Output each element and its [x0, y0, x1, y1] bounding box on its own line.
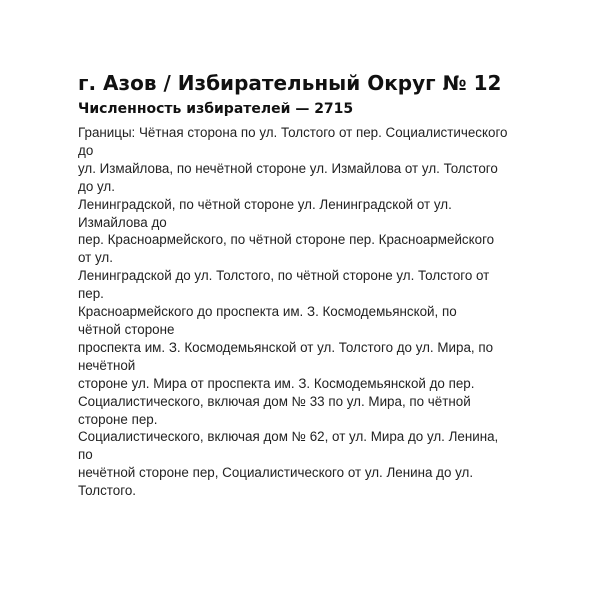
- text-line: пер.: [78, 286, 104, 302]
- text-line: Ленинградской до ул. Толстого, по чётной стороне ул. Толстого от: [78, 268, 490, 284]
- document-page: [78, 70, 538, 500]
- text-line: Красноармейского до проспекта им. З. Космодемьянской, по: [78, 304, 457, 320]
- text-line: по: [78, 447, 93, 463]
- text-line: чётной стороне: [78, 321, 175, 337]
- text-line: Границы: Чётная сторона по ул. Толстого от пер. Социалистического: [78, 125, 508, 140]
- page-title: г. Азов / Избирательный Округ № 12: [78, 71, 502, 95]
- boundaries-text: [78, 124, 538, 500]
- text-line: нечётной: [78, 357, 136, 373]
- voter-count-subtitle: Численность избирателей — 2715: [78, 101, 354, 117]
- text-line: нечётной стороне пер, Социалистического от ул. Ленина до ул.: [78, 465, 474, 481]
- text-line: ул. Измайлова, по нечётной стороне ул. Измайлова от ул. Толстого: [78, 160, 498, 176]
- text-line: Социалистического, включая дом № 33 по ул. Мира, по чётной: [78, 393, 471, 409]
- text-line: до ул.: [78, 178, 115, 194]
- text-line: Толстого.: [78, 483, 136, 499]
- text-line: до: [78, 142, 94, 158]
- text-line: стороне ул. Мира от проспекта им. З. Космодемьянской до пер.: [78, 375, 475, 391]
- text-line: пер. Красноармейского, по чётной стороне пер. Красноармейского: [78, 232, 495, 248]
- text-line: стороне пер.: [78, 411, 158, 427]
- text-line: проспекта им. З. Космодемьянской от ул. Толстого до ул. Мира, по: [78, 339, 494, 355]
- text-line: Ленинградской, по чётной стороне ул. Ленинградской от ул.: [78, 196, 452, 212]
- text-line: Социалистического, включая дом № 62, от ул. Мира до ул. Ленина,: [78, 429, 499, 445]
- text-line: от ул.: [78, 250, 113, 266]
- text-line: Измайлова до: [78, 214, 167, 230]
